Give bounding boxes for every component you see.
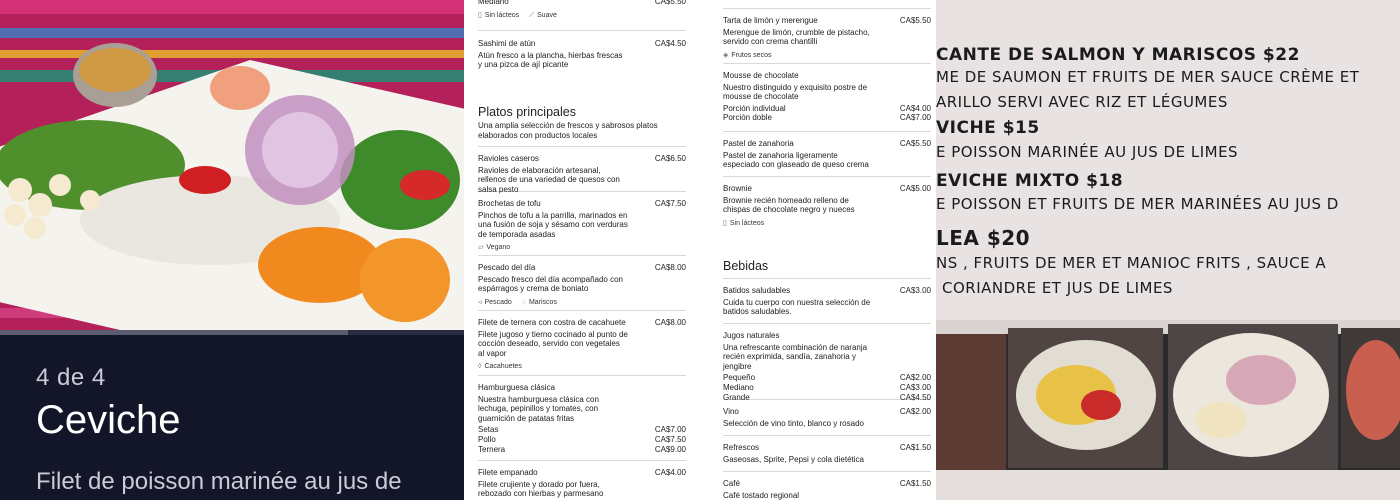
feather-icon: ⟋ bbox=[529, 11, 535, 19]
size-price: CA$5.50 bbox=[654, 0, 686, 6]
dietary-tag-label: Sin lácteos bbox=[484, 11, 520, 19]
menu-item-name: Café bbox=[723, 479, 740, 488]
leaf-icon: ▱ bbox=[478, 244, 484, 252]
menu-item-header bbox=[723, 184, 931, 194]
dietary-tag-label: Pescado bbox=[484, 298, 512, 306]
menu-item[interactable] bbox=[723, 286, 931, 317]
menu-item-header bbox=[478, 468, 686, 478]
menu-item-name: Brochetas de tofu bbox=[478, 199, 541, 208]
menu-item-description: Pescado fresco del día acompañado con espárragos y crema de boniato bbox=[478, 274, 623, 294]
menu-item[interactable] bbox=[723, 16, 931, 60]
menu-item[interactable] bbox=[478, 0, 686, 20]
menu-item-name: Hamburguesa clásica bbox=[478, 383, 555, 392]
dietary-tag-label: Suave bbox=[537, 11, 557, 19]
size-price: CA$7.00 bbox=[899, 113, 931, 123]
menu-item[interactable] bbox=[478, 468, 686, 499]
menu-item-header bbox=[723, 71, 931, 81]
menu-item-name: Sashimi de atún bbox=[478, 39, 536, 48]
size-option bbox=[723, 113, 931, 123]
menu-item-description: Ravioles de elaboración artesanal, rellenos de una variedad de quesos con salsa pesto bbox=[478, 165, 620, 194]
section-title-mains: Platos principales bbox=[478, 105, 576, 119]
menu-item-description: Nuestro distinguido y exquisito postre de mousse de chocolate bbox=[723, 82, 868, 102]
size-option bbox=[478, 0, 686, 7]
size-label: Grande bbox=[723, 392, 750, 402]
menu-item-sizes bbox=[723, 104, 931, 123]
divider bbox=[723, 278, 931, 279]
size-label: Porción doble bbox=[723, 113, 772, 123]
menu-item-name: Refrescos bbox=[723, 443, 760, 452]
menu-item-header bbox=[478, 318, 686, 328]
menu-board-photo bbox=[936, 0, 1400, 500]
divider bbox=[478, 30, 686, 31]
milk-free-icon: ▯ bbox=[478, 11, 482, 19]
divider bbox=[478, 310, 686, 311]
menu-item[interactable] bbox=[478, 199, 686, 253]
dietary-tag-label: Cacahuetes bbox=[484, 363, 522, 371]
menu-page[interactable] bbox=[464, 0, 936, 500]
menu-item[interactable] bbox=[478, 318, 686, 372]
size-option bbox=[723, 383, 931, 393]
slide-counter: 4 de 4 bbox=[36, 364, 106, 391]
menu-item-name: Tarta de limón y merengue bbox=[723, 16, 818, 25]
menu-item-header bbox=[723, 139, 931, 149]
menu-item-sizes bbox=[723, 373, 931, 402]
dietary-tag-label: Frutos secos bbox=[731, 51, 772, 59]
dietary-tag bbox=[723, 51, 771, 61]
board-dish-description: NS , FRUITS DE MER ET MANIOC FRITS , SAUCE A bbox=[936, 254, 1327, 272]
shell-icon: ◌ bbox=[521, 298, 526, 306]
size-price: CA$7.00 bbox=[654, 425, 686, 435]
menu-item-tags bbox=[478, 362, 686, 372]
menu-item[interactable] bbox=[478, 154, 686, 194]
menu-item-description: Brownie recién homeado relleno de chispas de chocolate negro y nueces bbox=[723, 195, 855, 215]
menu-item-price: CA$7.50 bbox=[654, 199, 686, 208]
menu-item-description: Gaseosas, Sprite, Pepsi y cola dietética bbox=[723, 454, 864, 464]
menu-item-name: Pastel de zanahoria bbox=[723, 139, 794, 148]
menu-item-description: Pinchos de tofu a la parrilla, marinados en una fusión de soja y sésamo con verduras de temporada asadas bbox=[478, 210, 628, 239]
divider bbox=[478, 375, 686, 376]
ceviche-photo bbox=[0, 0, 464, 330]
divider bbox=[723, 8, 931, 9]
menu-item-description: Nuestra hamburguesa clásica con lechuga, pepinillos y tomates, con guarnición de patatas fritas bbox=[478, 394, 599, 423]
dietary-tag bbox=[723, 219, 764, 229]
size-option bbox=[478, 445, 686, 455]
menu-item-price: CA$5.50 bbox=[899, 139, 931, 148]
menu-item-description: Filete crujiente y dorado por fuera, rebozado con hierbas y parmesano bbox=[478, 479, 604, 499]
size-price: CA$2.00 bbox=[899, 373, 931, 383]
dietary-tag-label: Vegano bbox=[486, 244, 511, 252]
menu-item[interactable] bbox=[723, 184, 931, 228]
menu-item-sizes bbox=[478, 0, 686, 7]
menu-item-description: Una refrescante combinación de naranja recién exprimida, sandía, zanahoria y jengibre bbox=[723, 342, 868, 371]
menu-item-price: CA$1.50 bbox=[899, 443, 931, 452]
size-option bbox=[723, 373, 931, 383]
divider bbox=[478, 146, 686, 147]
menu-item-header bbox=[723, 407, 931, 417]
menu-item-description: Selección de vino tinto, blanco y rosado bbox=[723, 418, 864, 428]
food-photos-strip bbox=[936, 320, 1400, 500]
menu-item[interactable] bbox=[723, 139, 931, 170]
board-dish-heading: LEA $20 bbox=[936, 226, 1031, 250]
menu-item-price: CA$6.50 bbox=[654, 154, 686, 163]
slide-progress-fill bbox=[0, 330, 348, 335]
menu-item-tags bbox=[723, 219, 931, 229]
size-option bbox=[478, 435, 686, 445]
dietary-tag-label: Mariscos bbox=[528, 298, 557, 306]
board-dish-description: E POISSON ET FRUITS DE MER MARINÉES AU JUS D bbox=[936, 195, 1339, 213]
dietary-tag bbox=[529, 11, 557, 21]
menu-item-name: Batidos saludables bbox=[723, 286, 791, 295]
board-dish-heading: EVICHE MIXTO $18 bbox=[936, 171, 1124, 191]
peanut-icon: ◊ bbox=[478, 363, 482, 371]
menu-item-price: CA$4.50 bbox=[654, 39, 686, 48]
divider bbox=[723, 176, 931, 177]
menu-item-name: Pescado del día bbox=[478, 263, 536, 272]
dietary-tag bbox=[478, 11, 519, 21]
section-description-mains: Una amplia selección de frescos y sabrosos platos elaborados con productos locales bbox=[478, 121, 658, 140]
menu-item-price: CA$5.50 bbox=[899, 16, 931, 25]
menu-item[interactable] bbox=[723, 407, 931, 428]
menu-item-description: Cuida tu cuerpo con nuestra selección de batidos saludables. bbox=[723, 297, 871, 317]
slide-panel bbox=[0, 0, 464, 500]
menu-item-description: Pastel de zanahoria ligeramente especiado con glaseado de queso crema bbox=[723, 150, 869, 170]
size-price: CA$3.00 bbox=[899, 382, 931, 392]
menu-item-description: Atún fresco a la plancha, hierbas frescas y una pizca de ají picante bbox=[478, 50, 623, 70]
menu-item-header bbox=[478, 199, 686, 209]
dietary-tag bbox=[522, 298, 557, 308]
divider bbox=[723, 131, 931, 132]
dish-description: Filet de poisson marinée au jus de bbox=[36, 468, 402, 495]
board-dish-heading: VICHE $15 bbox=[936, 118, 1040, 138]
board-dish-description: CORIANDRE ET JUS DE LIMES bbox=[942, 279, 1173, 297]
menu-item-description: Merengue de limón, crumble de pistacho, servido con crema chantilli bbox=[723, 27, 870, 47]
menu-item-header bbox=[723, 331, 931, 341]
menu-item-name: Jugos naturales bbox=[723, 331, 780, 340]
board-dish-description: ARILLO SERVI AVEC RIZ ET LÉGUMES bbox=[936, 93, 1228, 111]
menu-item-price: CA$2.00 bbox=[899, 407, 931, 416]
menu-item-price: CA$8.00 bbox=[654, 263, 686, 272]
divider bbox=[723, 435, 931, 436]
divider bbox=[723, 323, 931, 324]
divider bbox=[723, 471, 931, 472]
menu-item-header bbox=[478, 154, 686, 164]
size-label: Mediano bbox=[723, 382, 754, 392]
menu-item-name: Filete de ternera con costra de cacahuete bbox=[478, 318, 626, 327]
menu-item[interactable] bbox=[478, 263, 686, 307]
size-label: Pollo bbox=[478, 434, 496, 444]
menu-item-tags bbox=[478, 11, 686, 21]
section-title-drinks: Bebidas bbox=[723, 259, 769, 273]
menu-item[interactable] bbox=[723, 71, 931, 123]
size-label: Mediano bbox=[478, 0, 509, 6]
menu-item-header bbox=[723, 443, 931, 453]
menu-item-price: CA$1.50 bbox=[899, 479, 931, 488]
menu-item[interactable] bbox=[723, 443, 931, 464]
dietary-tag bbox=[478, 362, 522, 372]
menu-item[interactable] bbox=[723, 331, 931, 402]
nut-icon: ◈ bbox=[723, 51, 729, 59]
menu-item-header bbox=[478, 263, 686, 273]
menu-item[interactable] bbox=[723, 479, 931, 500]
board-dish-heading: CANTE DE SALMON Y MARISCOS $22 bbox=[936, 45, 1300, 65]
size-price: CA$4.00 bbox=[899, 103, 931, 113]
menu-item-tags bbox=[723, 51, 931, 61]
size-option bbox=[478, 425, 686, 435]
milk-free-icon: ▯ bbox=[723, 219, 727, 227]
size-option bbox=[723, 393, 931, 403]
size-price: CA$7.50 bbox=[654, 434, 686, 444]
menu-item-price: CA$5.00 bbox=[899, 184, 931, 193]
menu-item-header bbox=[723, 16, 931, 26]
menu-item-description: Filete jugoso y tierno cocinado al punto de cocción deseado, servido con vegetales al vapor bbox=[478, 329, 628, 358]
size-price: CA$4.50 bbox=[899, 392, 931, 402]
dietary-tag-label: Sin lácteos bbox=[729, 219, 765, 227]
menu-item-sizes bbox=[478, 425, 686, 454]
menu-item-header bbox=[478, 39, 686, 49]
menu-item[interactable] bbox=[478, 39, 686, 70]
menu-item-name: Filete empanado bbox=[478, 468, 538, 477]
menu-item-description: Café tostado regional bbox=[723, 490, 800, 500]
divider bbox=[478, 460, 686, 461]
divider bbox=[723, 63, 931, 64]
dish-title: Ceviche bbox=[36, 398, 181, 442]
size-label: Setas bbox=[478, 425, 499, 435]
menu-item-header bbox=[723, 286, 931, 296]
menu-item-tags bbox=[478, 298, 686, 308]
menu-item-price: CA$8.00 bbox=[654, 318, 686, 327]
menu-item-name: Mousse de chocolate bbox=[723, 71, 799, 80]
menu-item-name: Ravioles caseros bbox=[478, 154, 539, 163]
size-label: Ternera bbox=[478, 444, 506, 454]
menu-item-price: CA$3.00 bbox=[899, 286, 931, 295]
size-label: Porción individual bbox=[723, 103, 786, 113]
board-dish-description: ME DE SAUMON ET FRUITS DE MER SAUCE CRÈME ET bbox=[936, 68, 1360, 86]
menu-item-name: Vino bbox=[723, 407, 739, 416]
menu-item-tags bbox=[478, 243, 686, 253]
menu-item-name: Brownie bbox=[723, 184, 752, 193]
board-dish-description: E POISSON MARINÉE AU JUS DE LIMES bbox=[936, 143, 1239, 161]
size-label: Pequeño bbox=[723, 373, 756, 383]
fish-icon: ◃ bbox=[478, 298, 482, 306]
size-option bbox=[723, 104, 931, 114]
dietary-tag bbox=[478, 298, 512, 308]
slide-progress-bar bbox=[0, 330, 464, 335]
menu-item-price: CA$4.00 bbox=[654, 468, 686, 477]
menu-item[interactable] bbox=[478, 383, 686, 454]
menu-item-header bbox=[478, 383, 686, 393]
dietary-tag bbox=[478, 243, 510, 253]
menu-item-header bbox=[723, 479, 931, 489]
size-price: CA$9.00 bbox=[654, 444, 686, 454]
divider bbox=[478, 255, 686, 256]
